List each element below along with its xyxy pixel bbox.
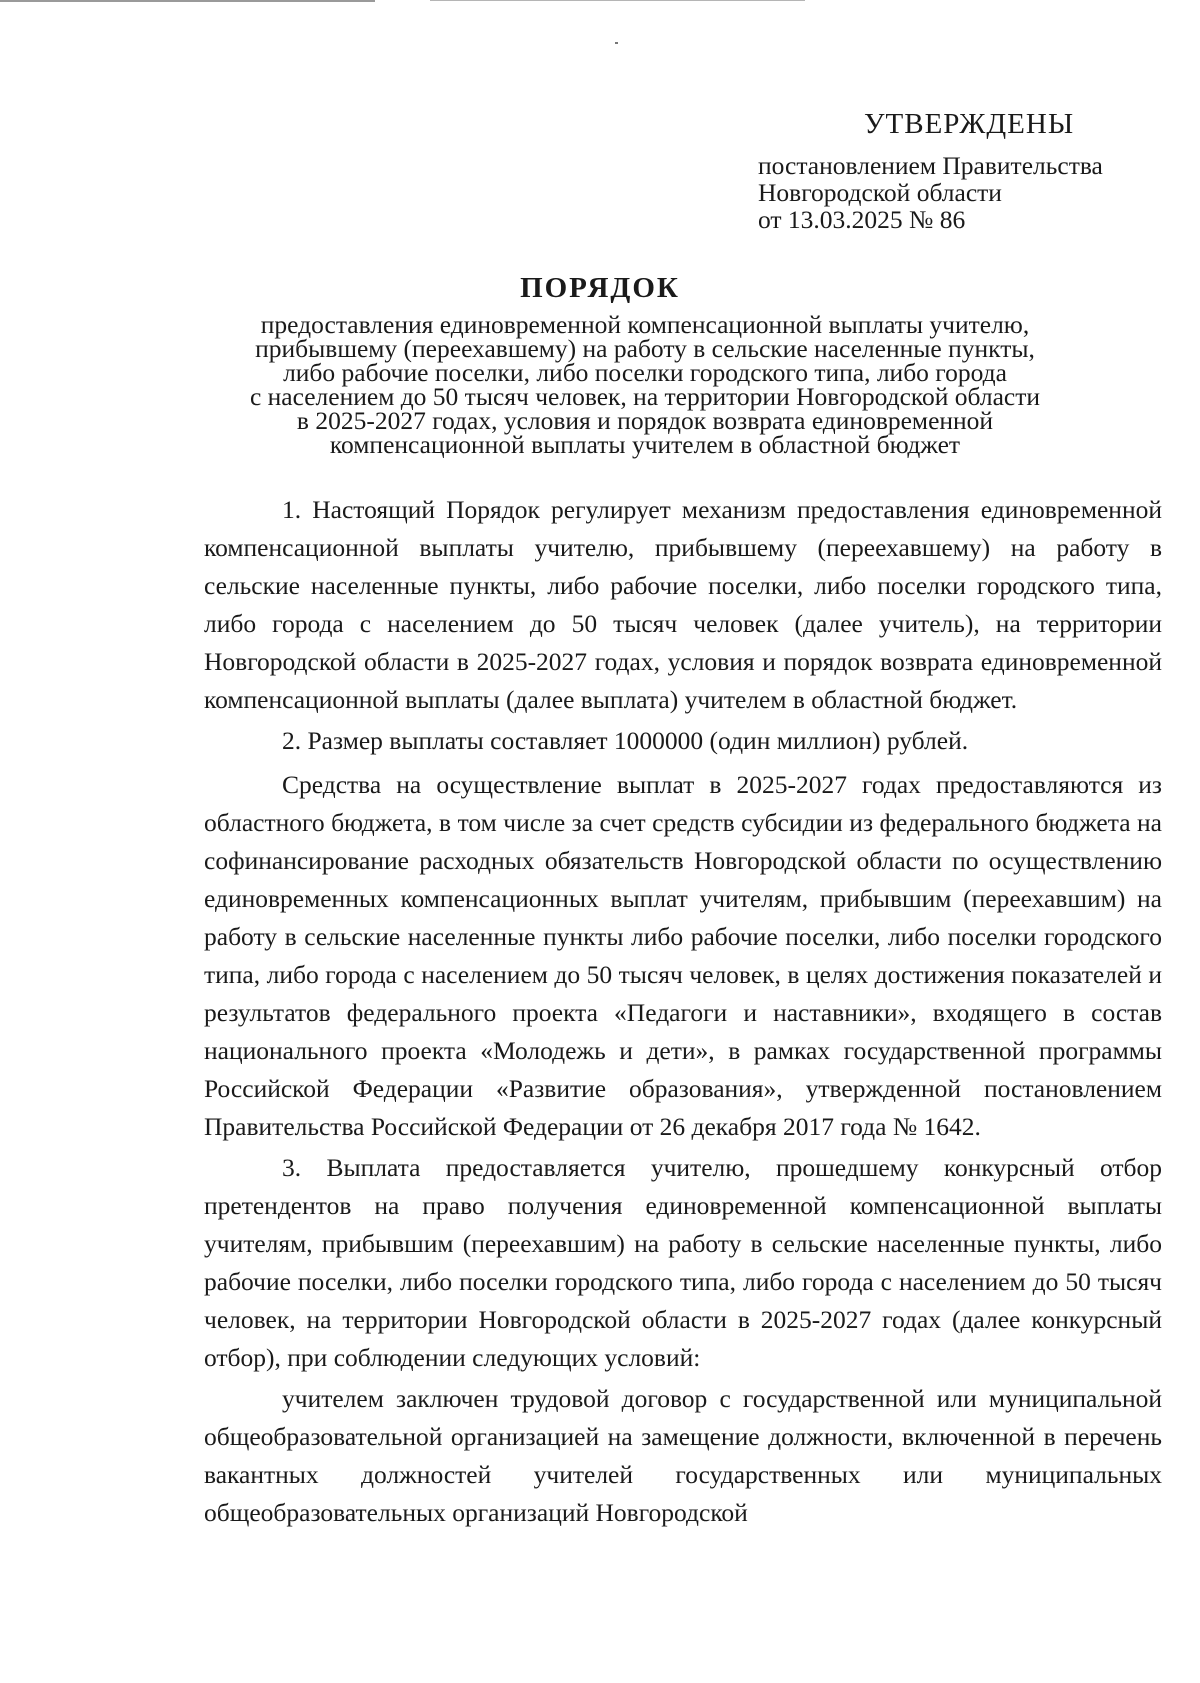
scan-speck [615,42,618,44]
document-title: ПОРЯДОК [520,272,680,304]
subtitle-line: компенсационной выплаты учителем в областной бюджет [329,430,961,459]
paragraph-3-condition: учителем заключен трудовой договор с государственной или муниципальной общеобразовательной организацией на замещение должности, включенной в перечень вакантных должностей учителей государственных или муниципальных общеобразовательных организаций Новгородской [204,1384,1162,1527]
approval-line: постановлением Правительства [758,151,1103,180]
paragraph-2: 2. Размер выплаты составляет 1000000 (один миллион) рублей. [282,726,969,755]
approval-title: УТВЕРЖДЕНЫ [864,108,1075,140]
subtitle-line: в 2025-2027 годах, условия и порядок возврата единовременной [296,406,994,435]
scan-edge-line [0,0,375,2]
paragraph-2-funding: Средства на осуществление выплат в 2025-2027 годах предоставляются из областного бюджета, в том числе за счет средств субсидии из федерального бюджета на софинансирование расходных обязательств Новгородской области по осуществлению единовременных компенсационных выплат учителям, прибывшим (переехавшим) на работу в сельские населенные пункты либо рабочие поселки, либо поселки городского типа, либо города с населением до 50 тысяч человек, в целях достижения показателей и результатов федерального проекта «Педагоги и наставники», входящего в состав национального проекта «Молодежь и дети», в рамках государственной программы Российской Федерации «Развитие образования», утвержденной постановлением Правительства Российской Федерации от 26 декабря 2017 года № 1642. [204,770,1162,1141]
paragraph-3: 3. Выплата предоставляется учителю, прошедшему конкурсный отбор претендентов на право получения единовременной компенсационной выплаты учителям, прибывшим (переехавшим) на работу в сельские населенные пункты, либо рабочие поселки, либо поселки городского типа, либо города с населением до 50 тысяч человек, на территории Новгородской области в 2025-2027 годах (далее конкурсный отбор), при соблюдении следующих условий: [204,1153,1162,1372]
paragraph-1: 1. Настоящий Порядок регулирует механизм предоставления единовременной компенсационной выплаты учителю, прибывшему (переехавшему) на работу в сельские населенные пункты, либо рабочие поселки, либо поселки городского типа, либо города с населением до 50 тысяч человек (далее учитель), на территории Новгородской области в 2025-2027 годах, условия и порядок возврата единовременной компенсационной выплаты (далее выплата) учителем в областной бюджет. [204,495,1162,714]
scan-edge-line [430,0,805,1]
document-subtitle [130,310,1160,459]
approval-block [758,108,1103,234]
document-body [204,491,1162,1535]
subtitle-line: предоставления единовременной компенсационной выплаты учителю, [260,310,1030,339]
subtitle-line: с населением до 50 тысяч человек, на территории Новгородской области [249,382,1041,411]
subtitle-line: прибывшему (переехавшему) на работу в сельские населенные пункты, [255,334,1035,363]
subtitle-line: либо рабочие поселки, либо поселки городского типа, либо города [283,358,1007,387]
approval-line: Новгородской области [758,178,1002,207]
approval-line: от 13.03.2025 № 86 [758,205,966,234]
